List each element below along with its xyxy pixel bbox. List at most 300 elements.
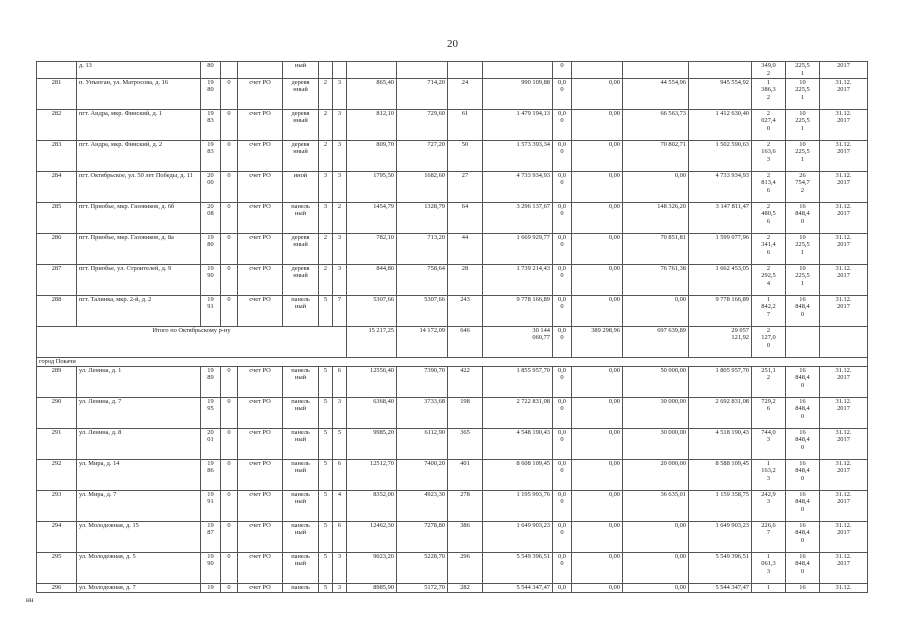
cell-date: 31.12. 2017: [820, 140, 868, 171]
cell-total: [483, 62, 553, 79]
cell-date: 31.12.: [820, 583, 868, 592]
cell-addr: ул. Мира, д. 14: [77, 459, 201, 490]
cell-c4: счет РО: [238, 366, 283, 397]
cell-p4: 1 599 077,96: [689, 233, 752, 264]
cell-c3: 0: [221, 140, 238, 171]
cell-p2: 0,00: [572, 366, 623, 397]
cell-a2: 713,20: [397, 233, 448, 264]
cell-cnt: 282: [448, 583, 483, 592]
cell-no: 284: [37, 171, 77, 202]
cell-wall: панель ный: [283, 397, 319, 428]
cell-total: 2 722 831,08: [483, 397, 553, 428]
cell-p6: 10 225,5 1: [786, 233, 820, 264]
cell-date: 31.12. 2017: [820, 171, 868, 202]
cell-wall: ный: [283, 62, 319, 79]
table-row: [37, 521, 868, 552]
cell-addr: ул. Молодежная, д. 15: [77, 521, 201, 552]
cell-c3: 0: [221, 366, 238, 397]
table-row: [37, 366, 868, 397]
cell-p5: 2 341,4 6: [752, 233, 786, 264]
cell-cnt: [448, 62, 483, 79]
cell-c4: счет РО: [238, 521, 283, 552]
cell-cnt: 50: [448, 140, 483, 171]
cell-date: 31.12. 2017: [820, 202, 868, 233]
cell-e: 7: [333, 295, 347, 326]
cell-p2: 0,00: [572, 490, 623, 521]
cell-cnt: 422: [448, 366, 483, 397]
cell-p2: 0,00: [572, 459, 623, 490]
cell-total: 990 109,88: [483, 78, 553, 109]
cell-date: 31.12. 2017: [820, 366, 868, 397]
cell-date: 31.12. 2017: [820, 490, 868, 521]
cell-f: 5: [319, 490, 333, 521]
cell-total: 4 733 934,93: [483, 171, 553, 202]
cell-c4: счет РО: [238, 428, 283, 459]
cell-a1: 1795,50: [347, 171, 397, 202]
cell-p6: 16: [786, 583, 820, 592]
cell-no: 282: [37, 109, 77, 140]
cell-date: 2017: [820, 62, 868, 79]
cell-no: 287: [37, 264, 77, 295]
cell-p5: 2 163,6 3: [752, 140, 786, 171]
cell-no: [37, 62, 77, 79]
cell-e: 3: [333, 264, 347, 295]
cell-year: 19 89: [201, 366, 221, 397]
cell-a2: 4923,30: [397, 490, 448, 521]
cell-p1: 0,0 0: [553, 171, 572, 202]
cell-empty: [820, 326, 868, 357]
housing-register-table: [36, 61, 868, 593]
cell-a2: [397, 62, 448, 79]
cell-a2: 727,20: [397, 140, 448, 171]
cell-year: 20 01: [201, 428, 221, 459]
cell-a2: 3733,68: [397, 397, 448, 428]
cell-p5: 2 292,5 4: [752, 264, 786, 295]
cell-p1: 0,0 0: [553, 109, 572, 140]
table-row: [37, 109, 868, 140]
table-body: [37, 62, 868, 593]
cell-p4: 4 518 190,43: [689, 428, 752, 459]
cell-a1: 865,40: [347, 78, 397, 109]
cell-a2: 729,60: [397, 109, 448, 140]
cell-a1: 12462,30: [347, 521, 397, 552]
cell-p4: 1 412 630,40: [689, 109, 752, 140]
cell-e: 3: [333, 583, 347, 592]
cell-no: 289: [37, 366, 77, 397]
cell-c4: счет РО: [238, 459, 283, 490]
cell-date: 31.12. 2017: [820, 233, 868, 264]
cell-e: 3: [333, 171, 347, 202]
cell-f: 5: [319, 428, 333, 459]
cell-p3: 30 000,00: [623, 428, 689, 459]
cell-a2: 5307,66: [397, 295, 448, 326]
cell-f: 3: [319, 202, 333, 233]
cell-p3: 70 802,71: [623, 140, 689, 171]
cell-c4: счет РО: [238, 295, 283, 326]
cell-year: 19 95: [201, 397, 221, 428]
cell-p4: 945 554,92: [689, 78, 752, 109]
cell-wall: панель ный: [283, 552, 319, 583]
cell-no: 292: [37, 459, 77, 490]
cell-e: 3: [333, 78, 347, 109]
cell-date: 31.12. 2017: [820, 109, 868, 140]
cell-f: 2: [319, 109, 333, 140]
cell-a1: 782,10: [347, 233, 397, 264]
cell-year: 19 80: [201, 233, 221, 264]
cell-total: 1 479 194,13: [483, 109, 553, 140]
cell-label: город Покачи: [37, 357, 868, 366]
cell-year: 19 90: [201, 264, 221, 295]
cell-no: 283: [37, 140, 77, 171]
cell-p1: 0,0: [553, 583, 572, 592]
cell-p1: 0,0 0: [553, 233, 572, 264]
cell-a2: 7278,80: [397, 521, 448, 552]
cell-p1: 0,0 0: [553, 397, 572, 428]
cell-p2: 389 298,96: [572, 326, 623, 357]
cell-cnt: 278: [448, 490, 483, 521]
cell-c3: 0: [221, 295, 238, 326]
cell-total: 1 195 993,76: [483, 490, 553, 521]
cell-cnt: 296: [448, 552, 483, 583]
cell-total: 1 649 903,23: [483, 521, 553, 552]
cell-e: [333, 62, 347, 79]
cell-p5: 242,9 3: [752, 490, 786, 521]
cell-no: 286: [37, 233, 77, 264]
cell-year: 80: [201, 62, 221, 79]
cell-cnt: 44: [448, 233, 483, 264]
cell-e: 6: [333, 521, 347, 552]
cell-p5: 1 061,3 3: [752, 552, 786, 583]
table-row: [37, 62, 868, 79]
cell-p2: 0,00: [572, 428, 623, 459]
cell-addr: пгт. Приобье, мкр. Газовиков, д. 6б: [77, 202, 201, 233]
cell-addr: д. 13: [77, 62, 201, 79]
cell-date: 31.12. 2017: [820, 521, 868, 552]
cell-c4: счет РО: [238, 109, 283, 140]
cell-p2: [572, 62, 623, 79]
cell-cnt: 386: [448, 521, 483, 552]
cell-c3: 0: [221, 397, 238, 428]
table-row: [37, 295, 868, 326]
cell-a1: 812,10: [347, 109, 397, 140]
cell-p5: 251,1 2: [752, 366, 786, 397]
cell-p1: 0,0 0: [553, 295, 572, 326]
cell-total: 8 608 109,45: [483, 459, 553, 490]
cell-addr: пгт. Приобье, ул. Строителей, д. 9: [77, 264, 201, 295]
cell-f: 5: [319, 459, 333, 490]
cell-total: 4 548 190,43: [483, 428, 553, 459]
cell-p5: 729,2 6: [752, 397, 786, 428]
cell-cnt: 61: [448, 109, 483, 140]
cell-p6: 16 848,4 0: [786, 459, 820, 490]
cell-p6: 16 848,4 0: [786, 552, 820, 583]
cell-f: 5: [319, 397, 333, 428]
cell-cnt: 64: [448, 202, 483, 233]
cell-c4: счет РО: [238, 264, 283, 295]
cell-p5: 2 480,5 6: [752, 202, 786, 233]
cell-p4: 1 502 590,63: [689, 140, 752, 171]
cell-c4: счет РО: [238, 171, 283, 202]
cell-addr: пгт. Андра, мкр. Финский, д. 2: [77, 140, 201, 171]
cell-p1: 0,0 0: [553, 78, 572, 109]
cell-c4: счет РО: [238, 552, 283, 583]
cell-p4: 2 692 831,08: [689, 397, 752, 428]
cell-p6: 16 848,4 0: [786, 366, 820, 397]
cell-no: 288: [37, 295, 77, 326]
cell-label: Итого по Октябрьскому р-ну: [37, 326, 347, 357]
section-row: [37, 357, 868, 366]
cell-p6: 10 225,5 1: [786, 109, 820, 140]
cell-cnt: 27: [448, 171, 483, 202]
cell-wall: деревя нный: [283, 78, 319, 109]
cell-cnt: 243: [448, 295, 483, 326]
cell-f: 5: [319, 552, 333, 583]
cell-a1: 9023,20: [347, 552, 397, 583]
cell-c3: 0: [221, 202, 238, 233]
cell-c3: 0: [221, 233, 238, 264]
cell-a1: 5307,66: [347, 295, 397, 326]
cell-addr: ул. Ленина, д. 8: [77, 428, 201, 459]
cell-empty: [786, 326, 820, 357]
cell-c4: [238, 62, 283, 79]
cell-c4: счет РО: [238, 78, 283, 109]
cell-a1: 12512,70: [347, 459, 397, 490]
cell-p2: 0,00: [572, 140, 623, 171]
cell-a2: 758,64: [397, 264, 448, 295]
cell-p1: 0: [553, 62, 572, 79]
cell-p1: 0,0 0: [553, 366, 572, 397]
cell-p5: 2 127,0 0: [752, 326, 786, 357]
cell-a2: 714,20: [397, 78, 448, 109]
cell-p3: 70 851,81: [623, 233, 689, 264]
cell-p3: 36 635,01: [623, 490, 689, 521]
cell-p4: 4 733 934,93: [689, 171, 752, 202]
cell-cnt: 24: [448, 78, 483, 109]
cell-a1: 8985,90: [347, 583, 397, 592]
cell-e: 3: [333, 140, 347, 171]
cell-p4: 29 057 121,92: [689, 326, 752, 357]
cell-c4: счет РО: [238, 233, 283, 264]
cell-cnt: 646: [448, 326, 483, 357]
cell-year: 20 00: [201, 171, 221, 202]
cell-a1: 8352,00: [347, 490, 397, 521]
cell-wall: панель ный: [283, 202, 319, 233]
cell-e: 3: [333, 233, 347, 264]
cell-addr: пгт. Приобье, мкр. Газовиков, д. 8а: [77, 233, 201, 264]
cell-a2: 1328,79: [397, 202, 448, 233]
cell-year: 19 86: [201, 459, 221, 490]
cell-f: 2: [319, 233, 333, 264]
total-row: [37, 326, 868, 357]
cell-p3: 0,00: [623, 295, 689, 326]
cell-date: 31.12. 2017: [820, 397, 868, 428]
cell-p5: 744,0 3: [752, 428, 786, 459]
cell-p6: 10 225,5 1: [786, 140, 820, 171]
cell-c3: [221, 62, 238, 79]
cell-p6: 16 848,4 0: [786, 521, 820, 552]
cell-p3: 0,00: [623, 552, 689, 583]
table-row: [37, 233, 868, 264]
cell-p4: 1 805 957,70: [689, 366, 752, 397]
cell-p4: [689, 62, 752, 79]
cell-p2: 0,00: [572, 397, 623, 428]
cell-total: 5 549 396,51: [483, 552, 553, 583]
cell-a2: 5228,70: [397, 552, 448, 583]
cell-a1: 6368,40: [347, 397, 397, 428]
cell-p4: 5 549 396,51: [689, 552, 752, 583]
cell-no: 293: [37, 490, 77, 521]
cell-wall: панель ный: [283, 366, 319, 397]
cell-p1: 0,0 0: [553, 521, 572, 552]
cell-p4: 1 159 358,75: [689, 490, 752, 521]
cell-addr: ул. Молодежная, д. 5: [77, 552, 201, 583]
cell-p2: 0,00: [572, 552, 623, 583]
cell-wall: панель ный: [283, 521, 319, 552]
cell-f: 5: [319, 521, 333, 552]
cell-date: 31.12. 2017: [820, 264, 868, 295]
cell-f: 2: [319, 78, 333, 109]
cell-a2: 7390,70: [397, 366, 448, 397]
cell-wall: панель ный: [283, 428, 319, 459]
table-row: [37, 583, 868, 592]
cell-p3: [623, 62, 689, 79]
cell-addr: ул. Ленина, д. 1: [77, 366, 201, 397]
cell-p4: 1 662 453,05: [689, 264, 752, 295]
cell-f: [319, 62, 333, 79]
cell-p2: 0,00: [572, 171, 623, 202]
table-row: [37, 78, 868, 109]
cell-p5: 2 813,4 6: [752, 171, 786, 202]
table-row: [37, 397, 868, 428]
cell-date: 31.12. 2017: [820, 552, 868, 583]
cell-year: 19 90: [201, 552, 221, 583]
table-row: [37, 552, 868, 583]
cell-p6: 16 848,4 0: [786, 397, 820, 428]
cell-c3: 0: [221, 583, 238, 592]
cell-p3: 66 563,73: [623, 109, 689, 140]
cell-p6: 225,5 1: [786, 62, 820, 79]
cell-wall: деревя нный: [283, 109, 319, 140]
cell-e: 3: [333, 109, 347, 140]
cell-no: 296: [37, 583, 77, 592]
cell-c3: 0: [221, 490, 238, 521]
cell-p3: 0,00: [623, 171, 689, 202]
cell-a1: 1454,79: [347, 202, 397, 233]
cell-p6: 16 848,4 0: [786, 202, 820, 233]
cell-p4: 3 147 811,47: [689, 202, 752, 233]
cell-p1: 0,0 0: [553, 326, 572, 357]
cell-p3: 44 554,96: [623, 78, 689, 109]
cell-p3: 148 326,20: [623, 202, 689, 233]
cell-c4: счет РО: [238, 202, 283, 233]
cell-cnt: 28: [448, 264, 483, 295]
cell-addr: пгт. Октябрьское, ул. 50 лет Победы, д. 11: [77, 171, 201, 202]
table-row: [37, 428, 868, 459]
cell-p1: 0,0 0: [553, 459, 572, 490]
cell-p2: 0,00: [572, 233, 623, 264]
cell-e: 2: [333, 202, 347, 233]
cell-addr: ул. Молодежная, д. 7: [77, 583, 201, 592]
cell-total: 3 296 137,67: [483, 202, 553, 233]
cell-no: 290: [37, 397, 77, 428]
cell-p6: 16 848,4 0: [786, 490, 820, 521]
cell-c3: 0: [221, 552, 238, 583]
cell-a1: 844,80: [347, 264, 397, 295]
cell-p2: 0,00: [572, 264, 623, 295]
cell-p4: 1 649 903,23: [689, 521, 752, 552]
cell-c3: 0: [221, 109, 238, 140]
cell-a2: 14 172,09: [397, 326, 448, 357]
cell-c3: 0: [221, 171, 238, 202]
cell-wall: иной: [283, 171, 319, 202]
table-row: [37, 171, 868, 202]
cell-a2: 1682,60: [397, 171, 448, 202]
cell-wall: деревя нный: [283, 140, 319, 171]
cell-no: 295: [37, 552, 77, 583]
cell-total: 9 778 166,89: [483, 295, 553, 326]
cell-p3: 697 639,89: [623, 326, 689, 357]
cell-p6: 26 754,7 2: [786, 171, 820, 202]
cell-addr: п. Унъюган, ул. Матросова, д. 16: [77, 78, 201, 109]
cell-date: 31.12. 2017: [820, 428, 868, 459]
cell-date: 31.12. 2017: [820, 78, 868, 109]
cell-c3: 0: [221, 264, 238, 295]
cell-p3: 0,00: [623, 583, 689, 592]
cell-p6: 10 225,5 1: [786, 264, 820, 295]
cell-e: 3: [333, 552, 347, 583]
cell-p3: 76 761,38: [623, 264, 689, 295]
table-row: [37, 140, 868, 171]
cell-f: 5: [319, 366, 333, 397]
cell-p5: 2 027,4 0: [752, 109, 786, 140]
cell-p1: 0,0 0: [553, 140, 572, 171]
cell-cnt: 365: [448, 428, 483, 459]
cell-a1: 809,70: [347, 140, 397, 171]
cell-no: 291: [37, 428, 77, 459]
cell-a2: 7400,20: [397, 459, 448, 490]
cell-total: 1 855 957,70: [483, 366, 553, 397]
cell-no: 294: [37, 521, 77, 552]
table-row: [37, 264, 868, 295]
cell-c3: 0: [221, 78, 238, 109]
cell-e: 3: [333, 397, 347, 428]
cell-a2: 5172,70: [397, 583, 448, 592]
cell-addr: ул. Мира, д. 7: [77, 490, 201, 521]
cell-no: 281: [37, 78, 77, 109]
cell-p6: 16 848,4 0: [786, 428, 820, 459]
cell-p5: 1: [752, 583, 786, 592]
cell-a1: 9985,20: [347, 428, 397, 459]
cell-a2: 6112,90: [397, 428, 448, 459]
cell-p1: 0,0 0: [553, 490, 572, 521]
cell-p3: 20 000,00: [623, 459, 689, 490]
cell-p5: 1 163,2 3: [752, 459, 786, 490]
cell-wall: панель ный: [283, 295, 319, 326]
cell-p6: 10 225,5 1: [786, 78, 820, 109]
cell-total: 1 739 214,43: [483, 264, 553, 295]
cell-p5: 226,6 7: [752, 521, 786, 552]
cell-p3: 0,00: [623, 521, 689, 552]
cell-p1: 0,0 0: [553, 552, 572, 583]
cell-p2: 0,00: [572, 583, 623, 592]
footer-mark: нн: [26, 596, 34, 604]
cell-p2: 0,00: [572, 521, 623, 552]
cell-addr: пгт. Талинка, мкр. 2-й, д. 2: [77, 295, 201, 326]
cell-year: 20 08: [201, 202, 221, 233]
cell-p2: 0,00: [572, 295, 623, 326]
cell-wall: деревя нный: [283, 264, 319, 295]
cell-e: 6: [333, 459, 347, 490]
